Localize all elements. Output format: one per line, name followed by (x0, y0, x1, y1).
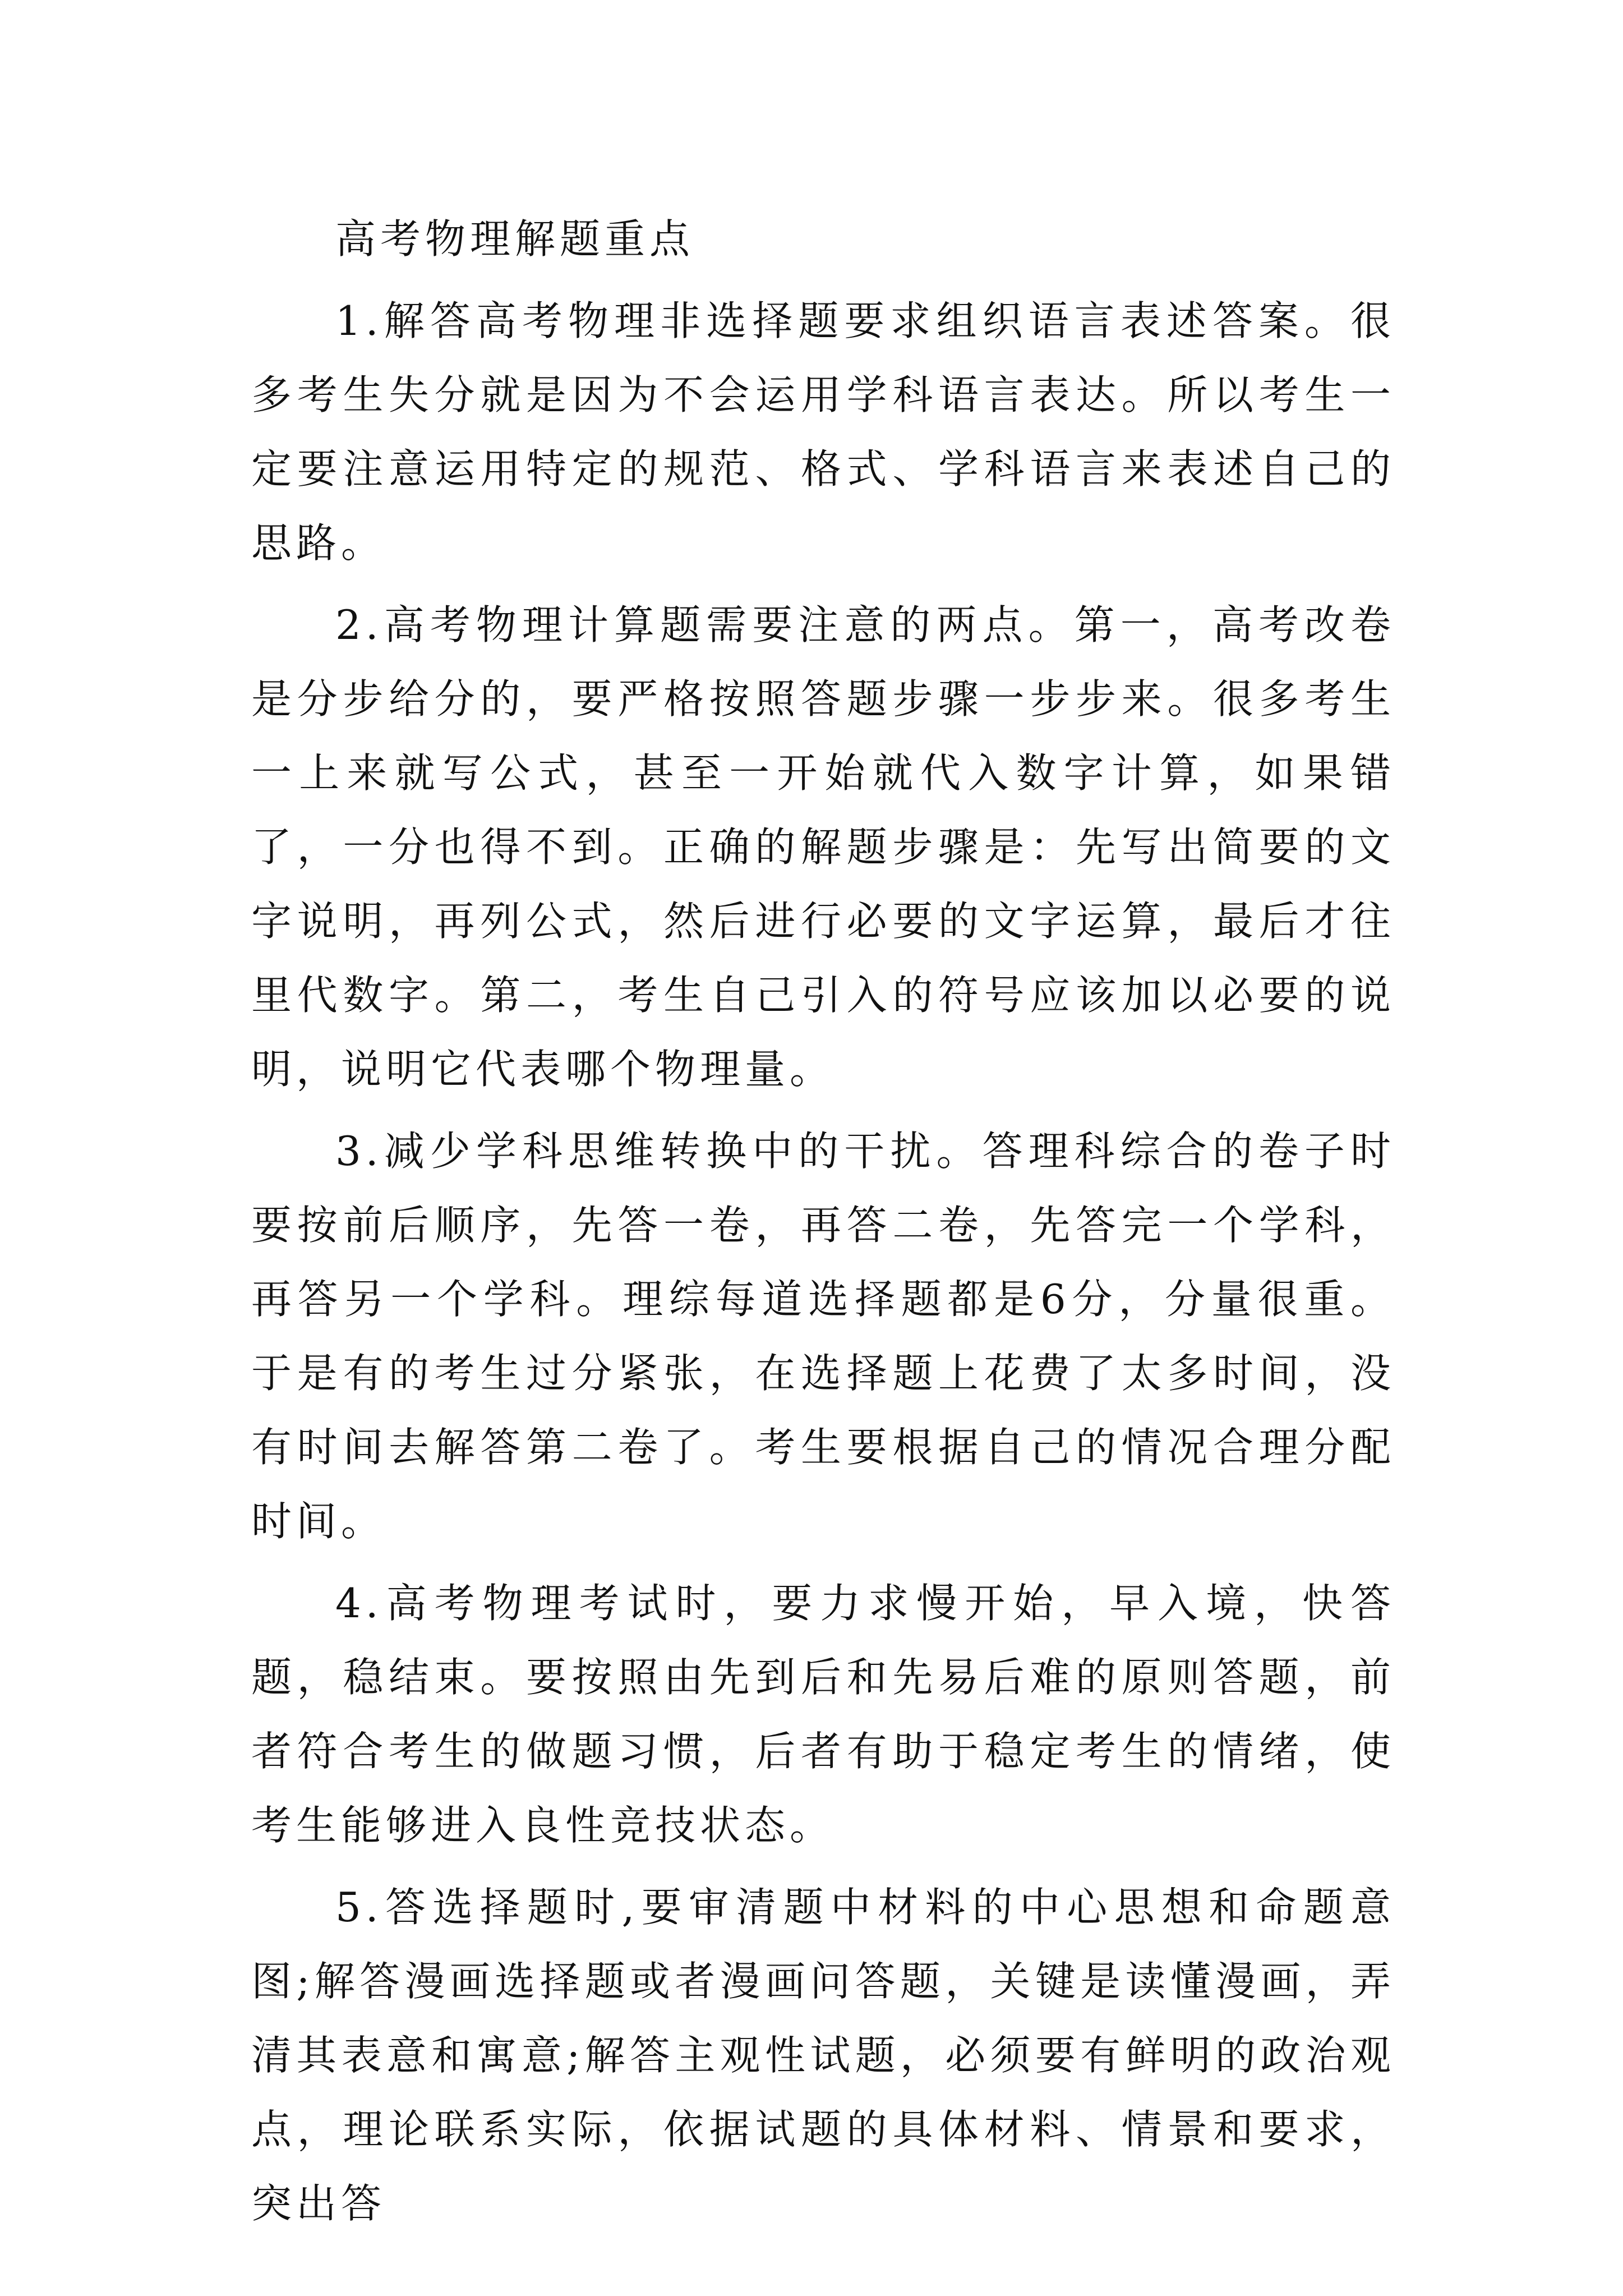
paragraph-5: 5.答选择题时,要审清题中材料的中心思想和命题意图;解答漫画选择题或者漫画问答题，关键是读懂漫画，弄清其表意和寓意;解答主观性试题，必须要有鲜明的政治观点，理论联系实际，依据试题的具体材料、情景和要求，突出答 (251, 1884, 1395, 2227)
paragraph-1: 1.解答高考物理非选择题要求组织语言表述答案。很多考生失分就是因为不会运用学科语言表达。所以考生一定要注意运用特定的规范、格式、学科语言来表述自己的思路。 (251, 297, 1395, 567)
paragraph-2: 2.高考物理计算题需要注意的两点。第一，高考改卷是分步给分的，要严格按照答题步骤一步步来。很多考生一上来就写公式，甚至一开始就代入数字计算，如果错了，一分也得不到。正确的解题步骤是：先写出简要的文字说明，再列公式，然后进行必要的文字运算，最后才往里代数字。第二，考生自己引入的符号应该加以必要的说明，说明它代表哪个物理量。 (251, 601, 1395, 1093)
paragraph-3: 3.减少学科思维转换中的干扰。答理科综合的卷子时要按前后顺序，先答一卷，再答二卷，先答完一个学科，再答另一个学科。理综每道选择题都是6分，分量很重。于是有的考生过分紧张，在选择题上花费了太多时间，没有时间去解答第二卷了。考生要根据自己的情况合理分配时间。 (251, 1128, 1395, 1545)
document-title: 高考物理解题重点 (335, 215, 695, 263)
paragraph-4: 4.高考物理考试时，要力求慢开始，早入境，快答题，稳结束。要按照由先到后和先易后难的原则答题，前者符合考生的做题习惯，后者有助于稳定考生的情绪，使考生能够进入良性竞技状态。 (251, 1580, 1395, 1849)
document-body (251, 202, 1395, 2248)
